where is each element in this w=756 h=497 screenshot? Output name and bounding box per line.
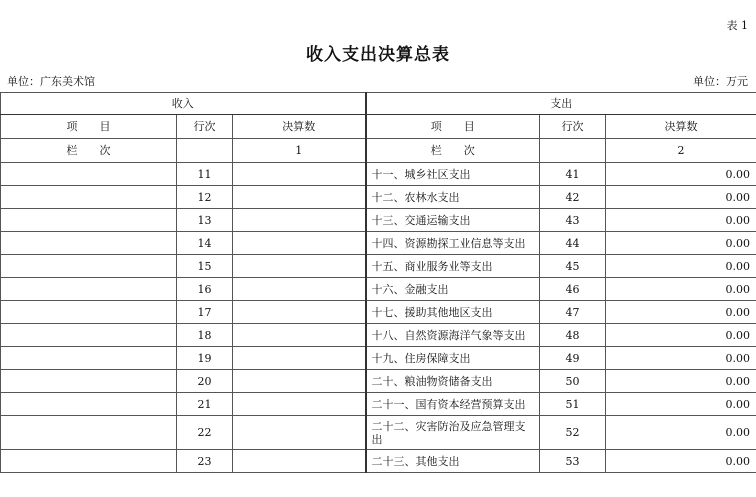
expense-line: 48 — [540, 324, 606, 347]
expense-line: 41 — [540, 163, 606, 186]
expense-amount: 0.00 — [606, 301, 756, 324]
expense-item: 十四、资源勘探工业信息等支出 — [366, 232, 540, 255]
expense-amount: 0.00 — [606, 209, 756, 232]
expense-item: 二十一、国有资本经营预算支出 — [366, 393, 540, 416]
income-amount — [233, 232, 366, 255]
income-line: 18 — [177, 324, 233, 347]
expense-item: 十五、商业服务业等支出 — [366, 255, 540, 278]
income-amount — [233, 163, 366, 186]
section-header-row — [1, 93, 756, 115]
expense-line: 43 — [540, 209, 606, 232]
expense-amount: 0.00 — [606, 324, 756, 347]
expense-amount: 0.00 — [606, 255, 756, 278]
unit-organization-label: 单位：广东美术馆 — [7, 75, 95, 88]
expense-line: 50 — [540, 370, 606, 393]
income-item — [1, 347, 177, 370]
income-line: 22 — [177, 416, 233, 450]
income-line: 12 — [177, 186, 233, 209]
expense-item: 十九、住房保障支出 — [366, 347, 540, 370]
income-item — [1, 186, 177, 209]
income-column-label: 栏 次 — [1, 139, 177, 163]
column-header-row — [1, 115, 756, 139]
income-amount — [233, 416, 366, 450]
table-row — [1, 186, 756, 209]
table-row — [1, 255, 756, 278]
expense-amount: 0.00 — [606, 163, 756, 186]
income-item — [1, 163, 177, 186]
income-section-header: 收入 — [1, 93, 366, 115]
expense-item: 十一、城乡社区支出 — [366, 163, 540, 186]
expense-column-label: 栏 次 — [366, 139, 540, 163]
expense-amount: 0.00 — [606, 370, 756, 393]
table-number-label: 表 1 — [726, 19, 748, 32]
expense-item: 十二、农林水支出 — [366, 186, 540, 209]
expense-line-header: 行次 — [540, 115, 606, 139]
table-row — [1, 163, 756, 186]
income-amount — [233, 255, 366, 278]
expense-item: 二十、粮油物资储备支出 — [366, 370, 540, 393]
income-line: 15 — [177, 255, 233, 278]
income-item — [1, 278, 177, 301]
income-line: 17 — [177, 301, 233, 324]
table-row — [1, 209, 756, 232]
income-item-header: 项 目 — [1, 115, 177, 139]
income-line: 14 — [177, 232, 233, 255]
income-amount — [233, 393, 366, 416]
expense-line: 45 — [540, 255, 606, 278]
income-item — [1, 255, 177, 278]
expense-amount: 0.00 — [606, 393, 756, 416]
income-amount — [233, 324, 366, 347]
unit-currency-label: 单位：万元 — [693, 75, 748, 88]
expense-line: 49 — [540, 347, 606, 370]
income-item — [1, 209, 177, 232]
expense-item: 十三、交通运输支出 — [366, 209, 540, 232]
expense-item: 十六、金融支出 — [366, 278, 540, 301]
table-row — [1, 393, 756, 416]
income-line: 13 — [177, 209, 233, 232]
table-row — [1, 301, 756, 324]
income-amount — [233, 450, 366, 473]
income-line: 16 — [177, 278, 233, 301]
income-line: 20 — [177, 370, 233, 393]
expense-item: 二十三、其他支出 — [366, 450, 540, 473]
expense-line: 46 — [540, 278, 606, 301]
income-item — [1, 232, 177, 255]
expense-line: 53 — [540, 450, 606, 473]
expense-amount-header: 决算数 — [606, 115, 756, 139]
income-item — [1, 370, 177, 393]
income-amount — [233, 370, 366, 393]
income-item — [1, 393, 177, 416]
expense-line: 47 — [540, 301, 606, 324]
expense-amount: 0.00 — [606, 347, 756, 370]
income-line: 11 — [177, 163, 233, 186]
income-amount — [233, 278, 366, 301]
expense-line: 42 — [540, 186, 606, 209]
expense-item: 十八、自然资源海洋气象等支出 — [366, 324, 540, 347]
table-row — [1, 278, 756, 301]
table-body — [1, 93, 756, 473]
expense-line: 52 — [540, 416, 606, 450]
income-item — [1, 450, 177, 473]
table-row — [1, 324, 756, 347]
income-item — [1, 301, 177, 324]
expense-amount: 0.00 — [606, 450, 756, 473]
expense-item: 十七、援助其他地区支出 — [366, 301, 540, 324]
income-amount-header: 决算数 — [233, 115, 366, 139]
income-item — [1, 324, 177, 347]
expense-column-number: 2 — [606, 139, 756, 163]
expense-item: 二十二、灾害防治及应急管理支出 — [366, 416, 540, 450]
expense-amount: 0.00 — [606, 416, 756, 450]
table-row — [1, 416, 756, 450]
income-column-number: 1 — [233, 139, 366, 163]
table-row — [1, 450, 756, 473]
income-line: 23 — [177, 450, 233, 473]
income-amount — [233, 347, 366, 370]
income-line-header: 行次 — [177, 115, 233, 139]
table-row — [1, 370, 756, 393]
expense-amount: 0.00 — [606, 186, 756, 209]
expense-amount: 0.00 — [606, 232, 756, 255]
income-amount — [233, 186, 366, 209]
income-item — [1, 416, 177, 450]
expense-line: 51 — [540, 393, 606, 416]
expense-item-header: 项 目 — [366, 115, 540, 139]
income-line: 19 — [177, 347, 233, 370]
income-expense-table — [0, 92, 756, 473]
income-amount — [233, 209, 366, 232]
table-row — [1, 232, 756, 255]
income-amount — [233, 301, 366, 324]
column-index-row — [1, 139, 756, 163]
table-row — [1, 347, 756, 370]
expense-amount: 0.00 — [606, 278, 756, 301]
expense-section-header: 支出 — [366, 93, 756, 115]
income-line: 21 — [177, 393, 233, 416]
expense-line-blank — [540, 139, 606, 163]
page-title: 收入支出决算总表 — [306, 45, 450, 65]
expense-line: 44 — [540, 232, 606, 255]
income-line-blank — [177, 139, 233, 163]
